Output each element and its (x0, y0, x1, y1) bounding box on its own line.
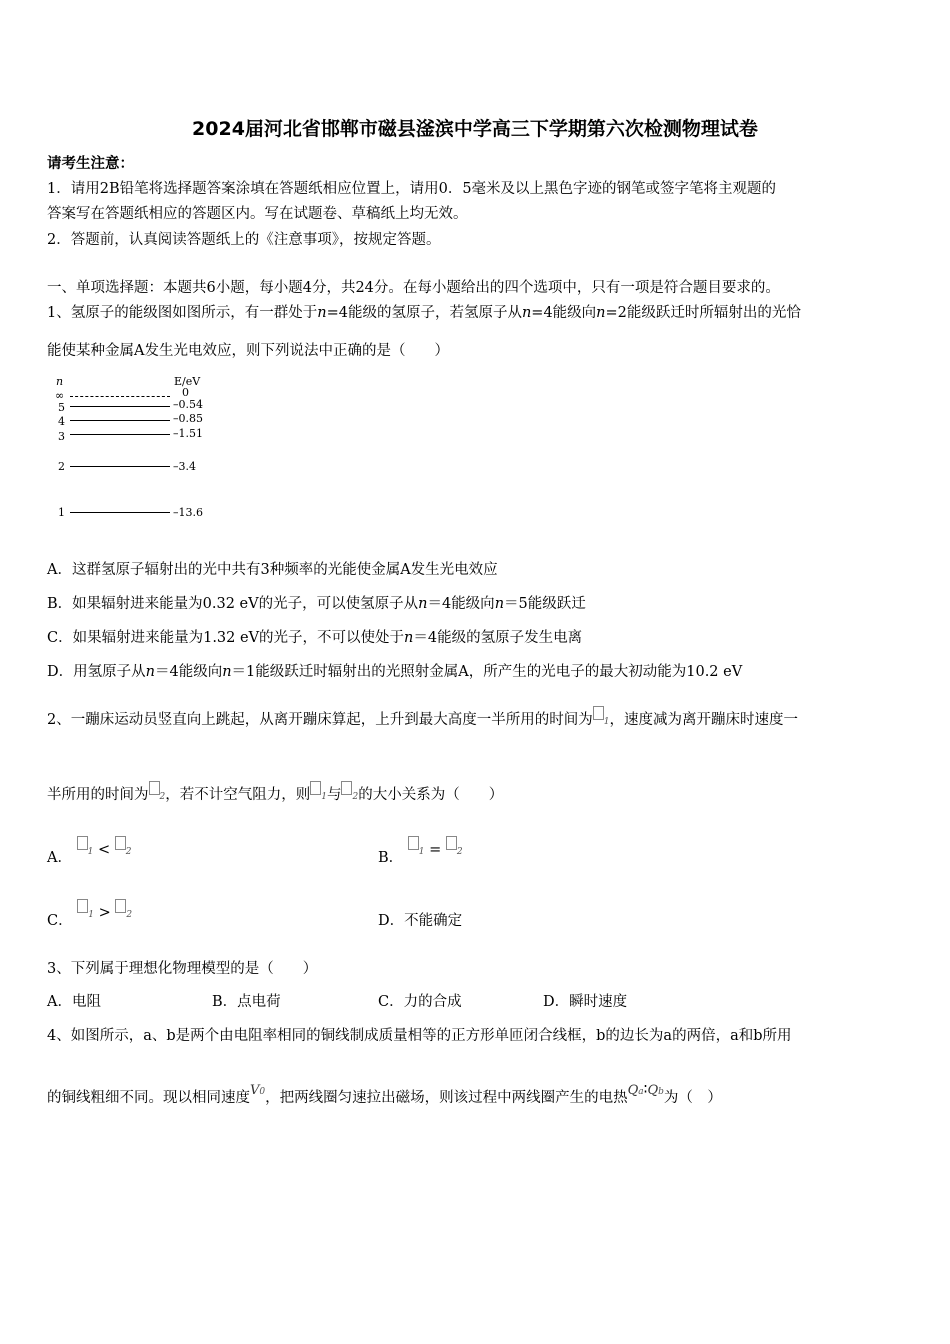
level-e: –1.51 (173, 427, 203, 440)
formula-placeholder-icon (115, 836, 126, 850)
level-line (70, 406, 170, 407)
formula-placeholder-icon (115, 899, 126, 913)
level-n: ∞ (55, 389, 65, 402)
level-e: –0.54 (173, 398, 203, 411)
question-2-option-a: A． 1 < 2 (47, 846, 131, 867)
formula-placeholder-icon (593, 706, 604, 720)
level-line (70, 512, 170, 513)
level-line (70, 396, 170, 397)
question-3-option-b: B．点电荷 (212, 994, 281, 1010)
level-e: –3.4 (173, 460, 196, 473)
question-2-stem-cont: 半所用的时间为 2，若不计空气阻力，则 1与 2的大小关系为（ ） (47, 783, 503, 804)
level-n: 1 (58, 506, 65, 519)
formula-placeholder-icon (310, 781, 321, 795)
question-3-option-a: A．电阻 (47, 994, 101, 1010)
question-1-option-b: B．如果辐射进来能量为0.32 eV的光子，可以使氢原子从n＝4能级向n＝5能级跃迁 (47, 596, 586, 612)
formula-placeholder-icon (446, 836, 457, 850)
formula-placeholder-icon (149, 781, 160, 795)
page-title: 2024届河北省邯郸市磁县滏滨中学高三下学期第六次检测物理试卷 (192, 118, 758, 140)
level-n: 2 (58, 460, 65, 473)
formula-placeholder-icon (341, 781, 352, 795)
question-1-stem-cont: 能使某种金属A发生光电效应，则下列说法中正确的是（ ） (47, 343, 449, 359)
level-e: –13.6 (173, 506, 203, 519)
question-4-stem: 4、如图所示，a、b是两个由电阻率相同的铜线制成质量相等的正方形单匝闭合线框，b的边长为a的两倍，a和b所用 (47, 1028, 792, 1044)
notice-line: 2．答题前，认真阅读答题纸上的《注意事项》，按规定答题。 (47, 232, 441, 248)
question-2-option-b: B． 1 = 2 (378, 846, 463, 867)
section-heading: 一、单项选择题：本题共6小题，每小题4分，共24分。在每小题给出的四个选项中，只有一项是符合题目要求的。 (47, 280, 780, 296)
question-1-option-a: A．这群氢原子辐射出的光中共有3种频率的光能使金属A发生光电效应 (47, 562, 498, 578)
notice-line: 答案写在答题纸相应的答题区内。写在试题卷、草稿纸上均无效。 (47, 206, 468, 222)
level-e: 0 (182, 386, 189, 399)
question-1-option-d: D．用氢原子从n＝4能级向n＝1能级跃迁时辐射出的光照射金属A，所产生的光电子的最大初动能为10.2 eV (47, 664, 743, 680)
question-3-stem: 3、下列属于理想化物理模型的是（ ） (47, 961, 318, 977)
formula-placeholder-icon (77, 899, 88, 913)
level-n: 3 (58, 430, 65, 443)
formula-placeholder-icon (77, 836, 88, 850)
notice-heading: 请考生注意： (47, 155, 134, 172)
question-3-option-d: D．瞬时速度 (543, 994, 628, 1010)
question-3-option-c: C．力的合成 (378, 994, 462, 1010)
diagram-n-label: n (56, 375, 64, 388)
question-1-stem: 1、氢原子的能级图如图所示，有一群处于n=4能级的氢原子，若氢原子从n=4能级向n=2能级跃迁时所辐射出的光恰 (47, 305, 801, 321)
diagram-e-label: E/eV (174, 375, 201, 388)
level-line (70, 466, 170, 467)
formula-placeholder-icon (408, 836, 419, 850)
level-line (70, 420, 170, 421)
level-line (70, 434, 170, 435)
level-n: 5 (58, 401, 65, 414)
notice-line: 1．请用2B铅笔将选择题答案涂填在答题纸相应位置上，请用0．5毫米及以上黑色字迹的钢笔或签字笔将主观题的 (47, 181, 777, 197)
question-4-stem-cont: 的铜线粗细不同。现以相同速度V0，把两线圈匀速拉出磁场，则该过程中两线圈产生的电热Qa∶Qb为（ ） (47, 1082, 722, 1106)
question-2-option-d: D．不能确定 (378, 913, 463, 929)
level-e: –0.85 (173, 412, 203, 425)
question-1-option-c: C．如果辐射进来能量为1.32 eV的光子，不可以使处于n＝4能级的氢原子发生电离 (47, 630, 583, 646)
question-2-stem: 2、一蹦床运动员竖直向上跳起，从离开蹦床算起，上升到最大高度一半所用的时间为 1，速度减为离开蹦床时速度一 (47, 708, 798, 729)
question-2-option-c: C． 1 > 2 (47, 909, 132, 930)
level-n: 4 (58, 415, 65, 428)
